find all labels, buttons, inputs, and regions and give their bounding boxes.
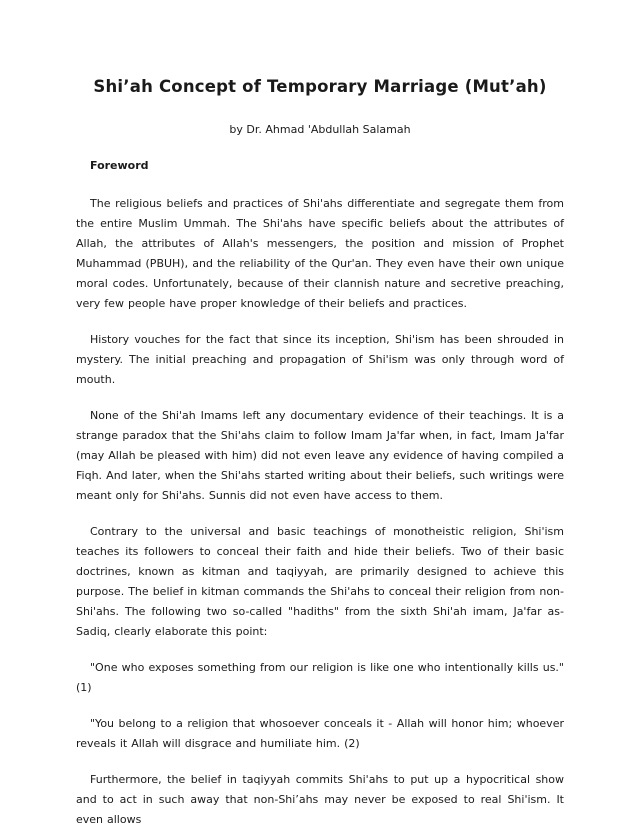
paragraph-1: The religious beliefs and practices of Shi'ahs differentiate and segregate them from the entire Muslim Ummah. The Shi'ahs have specific beliefs about the attributes of Allah, the attributes of Allah's messengers, the position and mission of Prophet Muhammad (PBUH), and the reliability of the Qur'an. They even have their own unique moral codes. Unfortunately, because of their clannish nature and secretive preaching, very few people have proper knowledge of their beliefs and practices. bbox=[76, 197, 564, 310]
quote-1: "One who exposes something from our religion is like one who intentionally kills us." (1) bbox=[76, 661, 564, 694]
paragraph-2: History vouches for the fact that since its inception, Shi'ism has been shrouded in mystery. The initial preaching and propagation of Shi'ism was only through word of mouth. bbox=[76, 333, 564, 386]
section-heading-foreword: Foreword bbox=[90, 159, 149, 172]
paragraph-5: Furthermore, the belief in taqiyyah commits Shi'ahs to put up a hypocritical show and to act in such away that non-Shi’ahs may never be exposed to real Shi'ism. It even allows bbox=[76, 773, 564, 826]
author-byline: by Dr. Ahmad 'Abdullah Salamah bbox=[229, 123, 411, 136]
paragraph-3: None of the Shi'ah Imams left any documentary evidence of their teachings. It is a strange paradox that the Shi'ahs claim to follow Imam Ja'far when, in fact, Imam Ja'far (may Allah be pleased with him) did not even leave any evidence of having compiled a Fiqh. And later, when the Shi'ahs started writing about their beliefs, such writings were meant only for Shi'ahs. Sunnis did not even have access to them. bbox=[76, 409, 564, 502]
document-page bbox=[76, 72, 564, 830]
paragraph-4: Contrary to the universal and basic teachings of monotheistic religion, Shi'ism teaches its followers to conceal their faith and hide their beliefs. Two of their basic doctrines, known as kitman and taqiyyah, are primarily designed to achieve this purpose. The belief in kitman commands the Shi'ahs to conceal their religion from non-Shi'ahs. The following two so-called "hadiths" from the sixth Shi'ah imam, Ja'far as-Sadiq, clearly elaborate this point: bbox=[76, 525, 564, 638]
quote-2: "You belong to a religion that whosoever conceals it - Allah will honor him; whoever reveals it Allah will disgrace and humiliate him. (2) bbox=[76, 717, 564, 750]
document-title: Shi’ah Concept of Temporary Marriage (Mut’ah) bbox=[93, 77, 547, 96]
